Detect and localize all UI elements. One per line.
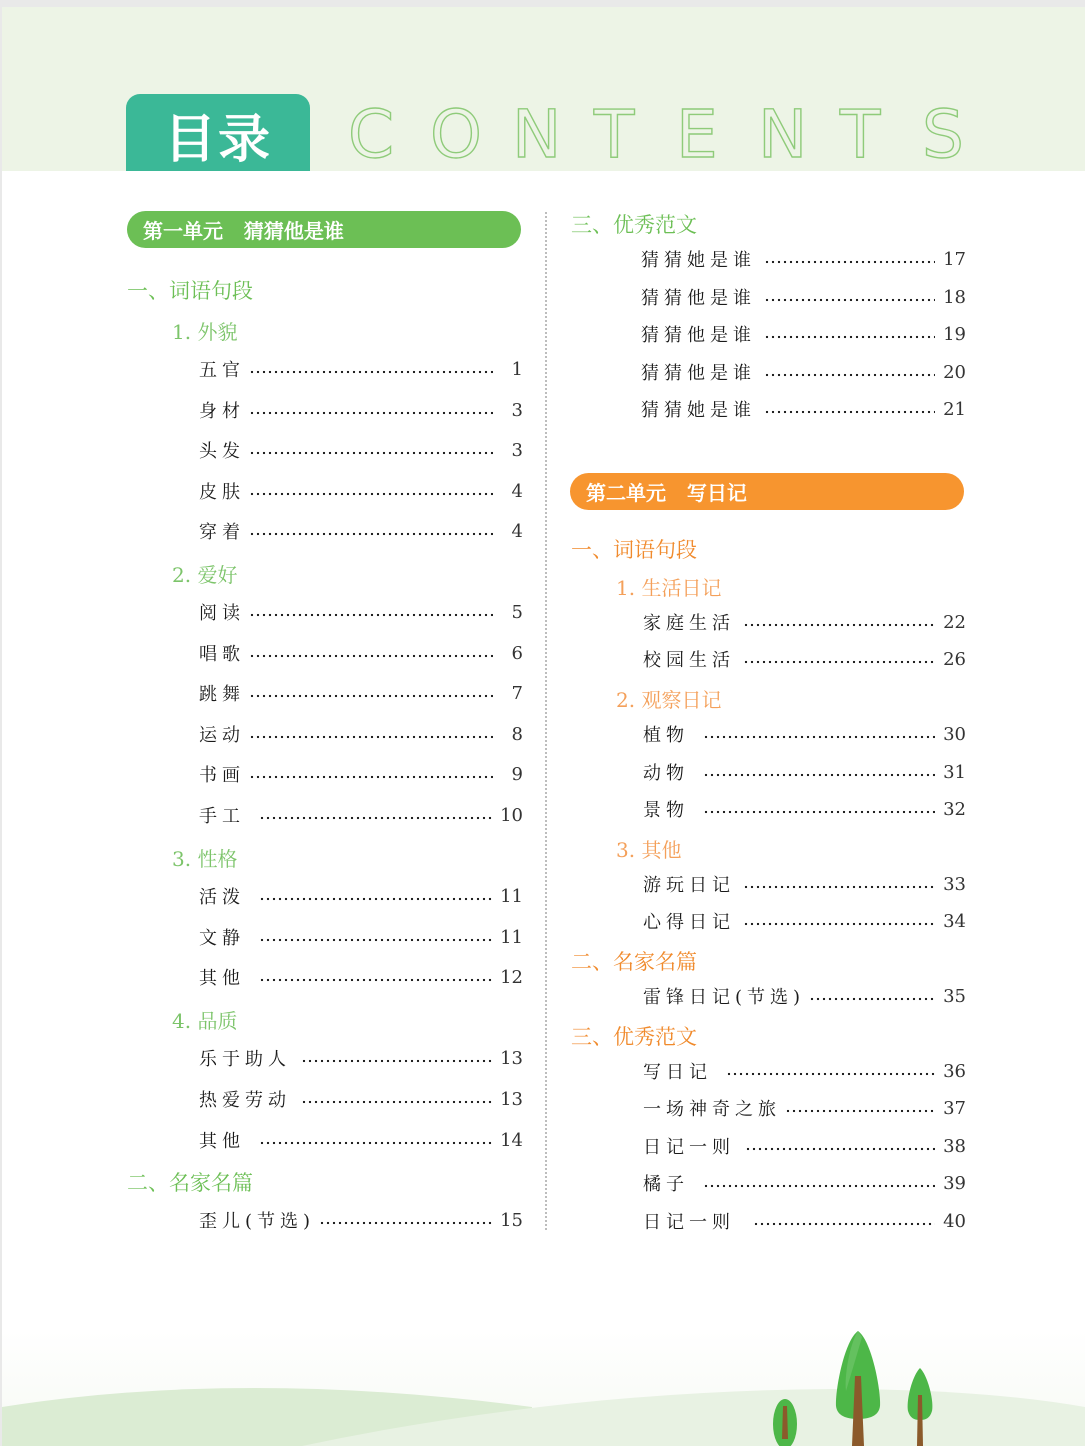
toc-entry[interactable]: 校园生活 26	[643, 648, 966, 671]
dot-leader	[259, 938, 492, 942]
toc-entry[interactable]: 雷锋日记(节选) 35	[643, 985, 966, 1008]
unit-2-sub-3-title[interactable]: 3. 其他	[616, 838, 682, 862]
contents-letter: O	[430, 95, 482, 173]
toc-entry[interactable]: 五官 1	[199, 358, 523, 381]
dot-leader	[249, 370, 493, 374]
unit-2-banner[interactable]: 第二单元 写日记	[570, 473, 964, 510]
unit-1-sub-4-title[interactable]: 4. 品质	[172, 1009, 238, 1033]
dot-leader	[764, 410, 935, 414]
dot-leader	[743, 660, 935, 664]
dot-leader	[249, 694, 493, 698]
dot-leader	[764, 260, 935, 264]
contents-letter: N	[758, 95, 808, 173]
unit-2-section-1-title[interactable]: 一、词语句段	[571, 538, 697, 562]
toc-entry[interactable]: 穿着 4	[199, 520, 523, 543]
dot-leader	[249, 492, 493, 496]
toc-entry[interactable]: 热爱劳动 13	[199, 1088, 523, 1111]
dot-leader	[259, 897, 492, 901]
toc-entry[interactable]: 家庭生活 22	[643, 611, 966, 634]
dot-leader	[764, 335, 935, 339]
hills-and-trees-illustration	[2, 1331, 1085, 1446]
unit-1-sub-3-title[interactable]: 3. 性格	[172, 847, 238, 871]
dot-leader	[259, 816, 492, 820]
toc-entry[interactable]: 植物 30	[643, 723, 966, 746]
toc-entry[interactable]: 头发 3	[199, 439, 523, 462]
dot-leader	[743, 922, 935, 926]
dot-leader	[249, 532, 493, 536]
toc-entry[interactable]: 日记一则 38	[643, 1135, 966, 1158]
unit-2-section-3-title[interactable]: 三、优秀范文	[571, 1025, 697, 1049]
dot-leader	[249, 411, 493, 415]
page-title: 目录	[126, 94, 310, 171]
toc-entry[interactable]: 心得日记 34	[643, 910, 966, 933]
toc-entry[interactable]: 写日记 36	[643, 1060, 966, 1083]
dot-leader	[764, 298, 935, 302]
dot-leader	[249, 735, 493, 739]
toc-entry[interactable]: 歪儿(节选) 15	[199, 1209, 523, 1232]
dot-leader	[703, 773, 935, 777]
dot-leader	[319, 1221, 492, 1225]
toc-entry[interactable]: 唱歌 6	[199, 642, 523, 665]
toc-entry[interactable]: 游玩日记 33	[643, 873, 966, 896]
dot-leader	[764, 373, 935, 377]
contents-letter: T	[594, 95, 635, 173]
dot-leader	[703, 1184, 935, 1188]
toc-entry[interactable]: 身材 3	[199, 399, 523, 422]
dot-leader	[249, 775, 493, 779]
toc-entry[interactable]: 猜猜她是谁 17	[641, 248, 966, 271]
dot-leader	[703, 735, 935, 739]
dot-leader	[249, 451, 493, 455]
dot-leader	[753, 1222, 935, 1226]
contents-letter: C	[348, 95, 395, 173]
dot-leader	[785, 1109, 935, 1113]
contents-heading	[348, 95, 1004, 173]
toc-entry[interactable]: 活泼 11	[199, 885, 523, 908]
toc-entry[interactable]: 日记一则 40	[643, 1210, 966, 1233]
toc-entry[interactable]: 猜猜他是谁 19	[641, 323, 966, 346]
contents-letter: T	[840, 95, 881, 173]
toc-entry[interactable]: 书画 9	[199, 763, 523, 786]
contents-letter: E	[676, 95, 718, 173]
contents-letter: S	[922, 95, 964, 173]
toc-entry[interactable]: 猜猜他是谁 18	[641, 286, 966, 309]
contents-letter: N	[512, 95, 562, 173]
dot-leader	[703, 810, 935, 814]
unit-1-sub-2-title[interactable]: 2. 爱好	[172, 563, 238, 587]
toc-entry[interactable]: 动物 31	[643, 761, 966, 784]
dot-leader	[743, 885, 935, 889]
toc-entry[interactable]: 皮肤 4	[199, 480, 523, 503]
dot-leader	[301, 1059, 492, 1063]
dot-leader	[249, 613, 493, 617]
toc-entry[interactable]: 橘子 39	[643, 1172, 966, 1195]
toc-entry[interactable]: 文静 11	[199, 926, 523, 949]
unit-2-sub-1-title[interactable]: 1. 生活日记	[616, 576, 722, 600]
unit-1-sub-1-title[interactable]: 1. 外貌	[172, 320, 238, 344]
dot-leader	[726, 1072, 935, 1076]
toc-entry[interactable]: 猜猜他是谁 20	[641, 361, 966, 384]
unit-2-sub-2-title[interactable]: 2. 观察日记	[616, 688, 722, 712]
toc-entry[interactable]: 其他 12	[199, 966, 523, 989]
dot-leader	[259, 1141, 492, 1145]
unit-2-section-2-title[interactable]: 二、名家名篇	[571, 950, 697, 974]
unit-1-section-1-title[interactable]: 一、词语句段	[127, 279, 253, 303]
dot-leader	[743, 623, 935, 627]
toc-entry[interactable]: 手工 10	[199, 804, 523, 827]
dot-leader	[809, 997, 935, 1001]
toc-entry[interactable]: 阅读 5	[199, 601, 523, 624]
unit-1-section-2-title[interactable]: 二、名家名篇	[127, 1171, 253, 1195]
unit-1-banner[interactable]: 第一单元 猜猜他是谁	[127, 211, 521, 248]
dot-leader	[301, 1100, 492, 1104]
toc-entry[interactable]: 乐于助人 13	[199, 1047, 523, 1070]
column-divider	[545, 212, 547, 1230]
dot-leader	[745, 1147, 935, 1151]
toc-entry[interactable]: 运动 8	[199, 723, 523, 746]
toc-entry[interactable]: 一场神奇之旅 37	[643, 1097, 966, 1120]
dot-leader	[259, 978, 492, 982]
toc-entry[interactable]: 跳舞 7	[199, 682, 523, 705]
dot-leader	[249, 654, 493, 658]
toc-entry[interactable]: 其他 14	[199, 1129, 523, 1152]
toc-entry[interactable]: 景物 32	[643, 798, 966, 821]
toc-entry[interactable]: 猜猜她是谁 21	[641, 398, 966, 421]
unit-1-section-3-title[interactable]: 三、优秀范文	[571, 213, 697, 237]
toc-page	[2, 7, 1085, 1446]
